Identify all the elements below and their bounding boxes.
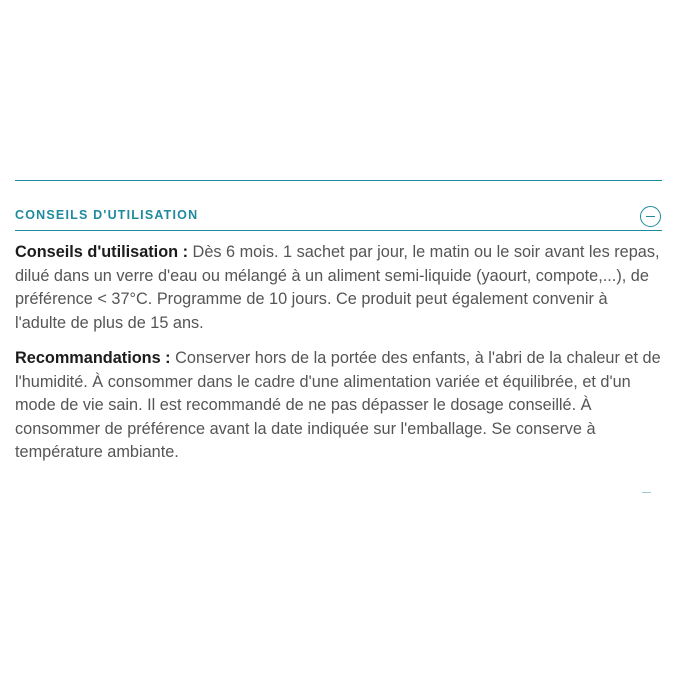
section-title: CONSEILS D'UTILISATION <box>15 208 199 222</box>
usage-advice-panel <box>15 180 662 461</box>
accordion-content <box>15 241 662 465</box>
recommendations-text: Conserver hors de la portée des enfants, à l'abri de la chaleur et de l'humidité. À consommer dans le cadre d'une alimentation variée et équilibrée, et d'un mode de vie sain. Il est recommandé de ne pas dépasser le dosage conseillé. À consommer de préférence avant la date indiquée sur l'emballage. Se conserve à température ambiante. <box>15 349 661 461</box>
usage-text: Dès 6 mois. 1 sachet par jour, le matin ou le soir avant les repas, dilué dans un verre d'eau ou mélangé à un aliment semi-liquide (yaourt, compote,...), de préférence < 37°C. Programme de 10 jours. Ce produit peut également convenir à l'adulte de plus de 15 ans. <box>15 243 660 332</box>
usage-paragraph <box>15 241 662 335</box>
minus-icon <box>646 216 655 217</box>
collapse-toggle-button[interactable] <box>640 206 661 227</box>
recommendations-paragraph <box>15 347 662 465</box>
accordion-header[interactable] <box>15 181 662 220</box>
recommendations-label: Recommandations : <box>15 349 171 367</box>
usage-label: Conseils d'utilisation : <box>15 243 189 261</box>
header-divider <box>15 230 662 231</box>
decorative-dash <box>642 492 651 493</box>
